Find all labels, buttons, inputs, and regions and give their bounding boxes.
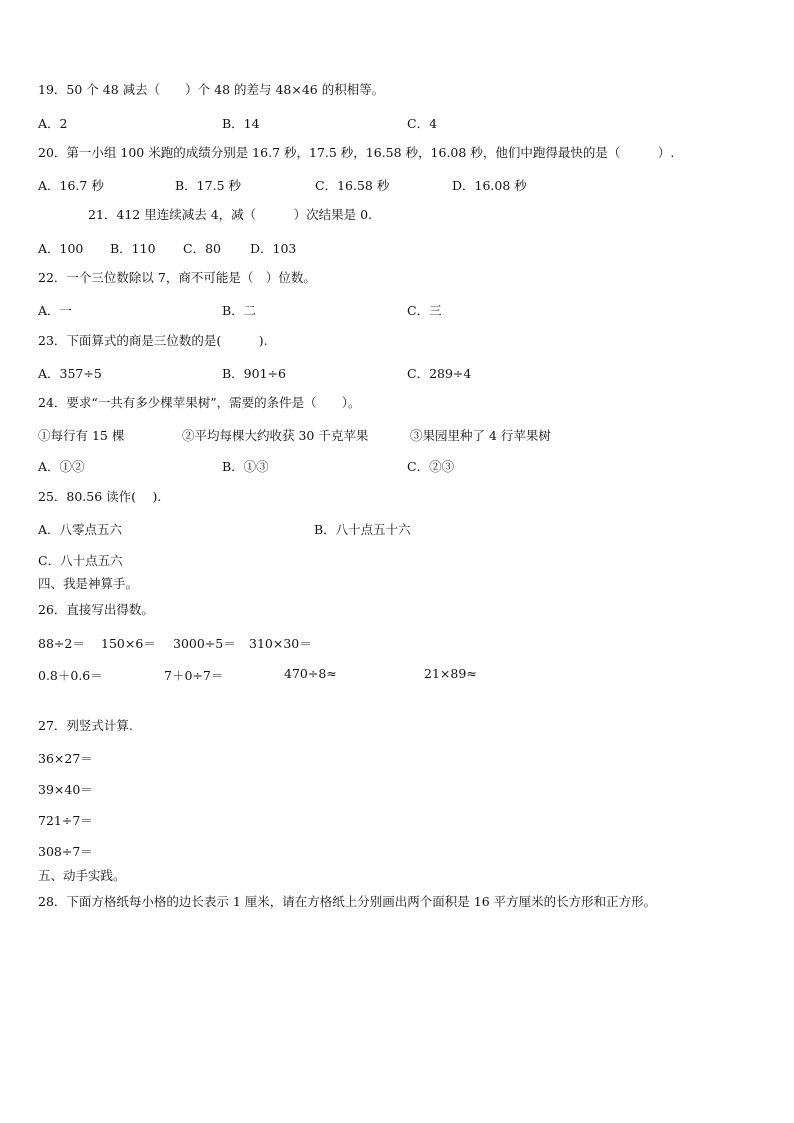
q20-option-b: B．17.5 秒 [175,178,241,193]
q22-option-a: A．一 [38,303,73,318]
q26-stem: 26．直接写出得数。 [38,602,154,617]
q19-option-c: C．4 [407,116,438,131]
q24-option-c: C．②③ [407,459,455,474]
q26-item: 21×89≈ [424,666,477,681]
q24-condition-2: ②平均每棵大约收获 30 千克苹果 [182,428,369,443]
q28-stem: 28．下面方格纸每小格的边长表示 1 厘米，请在方格纸上分别画出两个面积是 16 平方厘米的长方形和正方形。 [38,894,657,909]
q22-option-c: C．三 [407,303,442,318]
q25-stem: 25．80.56 读作( ). [38,489,162,504]
q25-option-a: A．八零点五六 [38,522,123,537]
q23-option-a: A．357÷5 [38,366,102,381]
q21-stem: 21．412 里连续减去 4，减（ ）次结果是 0. [88,207,373,222]
q21-option-d: D．103 [250,241,297,256]
q24-stem: 24．要求“一共有多少棵苹果树”，需要的条件是（ ）。 [38,395,361,410]
q26-item: 470÷8≈ [284,666,337,681]
section-4-heading: 四、我是神算手。 [38,576,139,591]
q20-option-c: C．16.58 秒 [315,178,390,193]
q27-item: 721÷7＝ [38,813,93,828]
q24-option-b: B．①③ [222,459,269,474]
q26-item: 150×6＝ [101,636,156,651]
q22-stem: 22．一个三位数除以 7，商不可能是（ ）位数。 [38,270,316,285]
q23-option-c: C．289÷4 [407,366,472,381]
q26-item: 7＋0÷7＝ [164,668,224,683]
q26-item: 3000÷5＝ [173,636,236,651]
q24-condition-1: ①每行有 15 棵 [38,428,125,443]
q26-item: 310×30＝ [249,636,312,651]
q24-option-a: A．①② [38,459,85,474]
q21-option-b: B．110 [110,241,156,256]
q20-stem: 20．第一小组 100 米跑的成绩分别是 16.7 秒，17.5 秒，16.58 秒，16.08 秒，他们中跑得最快的是（ ）. [38,145,675,160]
q19-option-b: B．14 [222,116,260,131]
q27-stem: 27．列竖式计算. [38,718,133,733]
q25-option-b: B．八十点五十六 [314,522,411,537]
q20-option-d: D．16.08 秒 [452,178,527,193]
q19-option-a: A．2 [38,116,68,131]
q23-stem: 23．下面算式的商是三位数的是( ). [38,333,268,348]
q26-item: 0.8＋0.6＝ [38,668,103,683]
q27-item: 308÷7＝ [38,844,93,859]
q19-stem: 19．50 个 48 减去（ ）个 48 的差与 48×46 的积相等。 [38,82,385,97]
q22-option-b: B．二 [222,303,257,318]
q27-item: 39×40＝ [38,782,93,797]
q26-item: 88÷2＝ [38,636,85,651]
q21-option-a: A．100 [38,241,84,256]
q21-option-c: C．80 [183,241,221,256]
section-5-heading: 五、动手实践。 [38,868,126,883]
q25-option-c: C．八十点五六 [38,553,123,568]
q24-condition-3: ③果园里种了 4 行苹果树 [410,428,551,443]
q23-option-b: B．901÷6 [222,366,286,381]
q20-option-a: A．16.7 秒 [38,178,104,193]
q27-item: 36×27＝ [38,751,93,766]
